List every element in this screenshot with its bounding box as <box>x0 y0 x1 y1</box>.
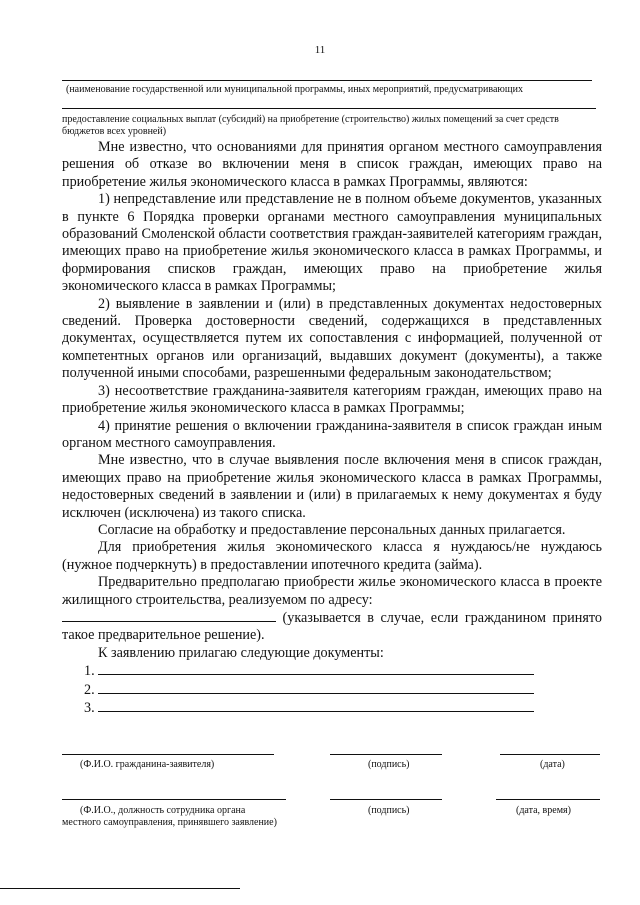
applicant-name-line[interactable] <box>62 754 274 755</box>
officer-datetime-line[interactable] <box>496 799 600 800</box>
program-name-line-2 <box>62 108 596 109</box>
applicant-date-line[interactable] <box>500 754 600 755</box>
document-line-2 <box>62 681 602 699</box>
exclusion-notice: Мне известно, что в случае выявления после включения меня в список граждан, имеющих право на приобретение жилья экономического класса в рамках Программы, недостоверных сведений в заявлении и (или) в прилагаемых к нему документах я буду исключен (исключена) из такого списка. <box>62 452 602 521</box>
refusal-ground-3: 3) несоответствие гражданина-заявителя категориям граждан, имеющих право на приобретение жилья экономического класса в рамках Программы; <box>62 382 602 417</box>
officer-name-caption-2: местного самоуправления, принявшего заявление) <box>62 817 277 828</box>
document-line-3 <box>62 699 602 717</box>
documents-intro: К заявлению прилагаю следующие документы: <box>98 644 384 661</box>
footnote-separator <box>0 888 240 889</box>
application-body <box>62 139 602 717</box>
applicant-date-caption: (дата) <box>540 759 565 770</box>
program-name-line <box>62 80 592 81</box>
refusal-ground-1: 1) непредставление или представление не в полном объеме документов, указанных в пункте 6 Порядка проверки органами местного самоуправления муниципальных образований Смоленской области соответствия граждан-заявителей категориям граждан, имеющих право на приобретение жилья экономического класса в рамках Программы, и формирования списков граждан, имеющих право на приобретение жилья экономического класса в рамках Программы; <box>62 191 602 295</box>
document-field-2[interactable] <box>98 681 534 694</box>
officer-name-caption: (Ф.И.О., должность сотрудника органа <box>80 805 246 816</box>
officer-datetime-caption: (дата, время) <box>516 805 571 816</box>
project-address-note: (указывается в случае, если гражданином принято такое предварительное решение). <box>62 609 602 644</box>
document-number-2: 2. <box>84 681 95 698</box>
document-field-3[interactable] <box>98 699 534 712</box>
page-number: 11 <box>314 44 326 56</box>
officer-signature-line[interactable] <box>330 799 442 800</box>
program-name-caption: (наименование государственной или муниципальной программы, иных мероприятий, предусматривающих <box>66 84 523 95</box>
project-statement: Предварительно предполагаю приобрести жилье экономического класса в проекте жилищного строительства, реализуемом по адресу: <box>62 574 602 608</box>
applicant-signature-line[interactable] <box>330 754 442 755</box>
officer-name-line[interactable] <box>62 799 286 800</box>
document-number-3: 3. <box>84 700 95 716</box>
document-number-1: 1. <box>84 663 95 680</box>
applicant-signature-caption: (подпись) <box>368 759 410 770</box>
refusal-ground-2: 2) выявление в заявлении и (или) в представленных документах недостоверных сведений. Проверка достоверности сведений, содержащихся в представленных документах, осуществляется путем их сопоставления с информацией, полученной от компетентных органов или организаций, выдавших документ (документы), а также полученной иными способами, разрешенными федеральным законодательством; <box>62 295 602 382</box>
consent-statement: Согласие на обработку и предоставление персональных данных прилагается. <box>98 521 566 538</box>
refusal-grounds-intro: Мне известно, что основаниями для принятия органом местного самоуправления решения об отказе во включении меня в список граждан, имеющих право на приобретение жилья экономического класса в рамках Программы, являются: <box>62 139 602 190</box>
program-name-caption-2: предоставление социальных выплат (субсидий) на приобретение (строительство) жилых помещений за счет средств бюджетов всех уровней) <box>62 114 559 137</box>
mortgage-need: Для приобретения жилья экономического класса я нуждаюсь/не нуждаюсь (нужное подчеркнуть) в предоставлении ипотечного кредита (займа). <box>62 539 602 573</box>
project-address-paragraph <box>62 609 602 645</box>
applicant-name-caption: (Ф.И.О. гражданина-заявителя) <box>80 759 215 770</box>
document-line-1 <box>62 662 602 680</box>
refusal-ground-4: 4) принятие решения о включении гражданина-заявителя в список граждан иным органом местного самоуправления. <box>62 417 602 451</box>
document-field-1[interactable] <box>98 662 534 675</box>
officer-signature-caption: (подпись) <box>368 805 410 816</box>
project-address-field[interactable] <box>62 609 276 622</box>
